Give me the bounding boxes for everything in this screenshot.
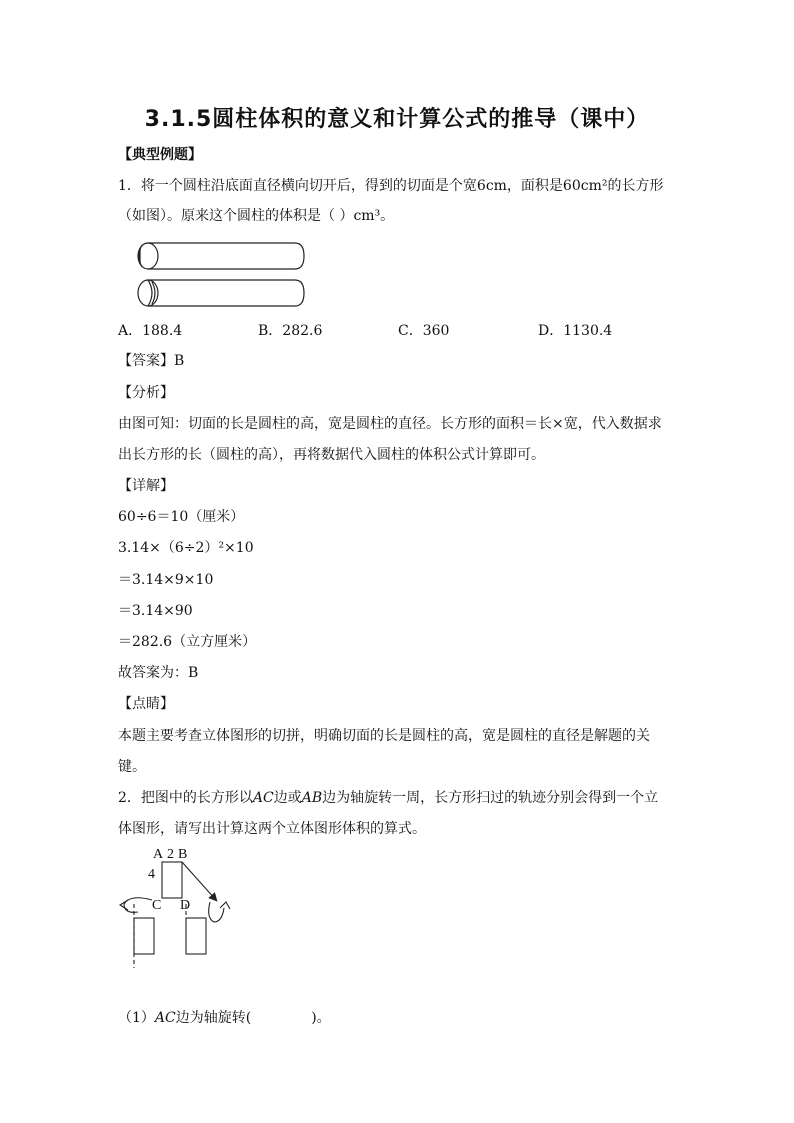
q1-step-5: ＝282.6（立方厘米） [118, 634, 257, 650]
q1-answer: 【答案】B [118, 353, 185, 369]
label-4: 4 [148, 867, 155, 882]
q2-text-line1 [118, 788, 658, 808]
q2-sub1-var-ac: AC [154, 1010, 176, 1026]
q2-text-line2: 体图形，请写出计算这两个立体图形体积的算式。 [118, 821, 426, 837]
q1-analysis-line2: 出长方形的长（圆柱的高），再将数据代入圆柱的体积公式计算即可。 [118, 447, 545, 463]
q1-text-line1: 1．将一个圆柱沿底面直径横向切开后，得到的切面是个宽6cm，面积是60cm²的长方形 [118, 178, 664, 194]
rotation-figure [110, 842, 245, 972]
q2-sub1 [118, 1008, 331, 1028]
q2-text-part: 边或 [273, 790, 302, 806]
q1-step-1: 60÷6＝10（厘米） [118, 509, 245, 525]
section-label: 【典型例题】 [118, 147, 202, 163]
page-title: 3.1.5圆柱体积的意义和计算公式的推导（课中） [144, 107, 650, 132]
label-d: D [180, 898, 191, 913]
q1-step-2: 3.14×（6÷2）²×10 [118, 540, 254, 556]
q1-tips-label: 【点睛】 [118, 696, 174, 712]
q1-option-a: A．188.4 [118, 323, 183, 339]
q1-option-d: D．1130.4 [538, 323, 613, 339]
q1-step-4: ＝3.14×90 [118, 603, 193, 619]
q2-sub1-number: （1） [118, 1010, 155, 1026]
q1-step-3: ＝3.14×9×10 [118, 572, 214, 588]
q1-detail-label: 【详解】 [118, 478, 174, 494]
label-2: 2 [167, 847, 174, 862]
q1-tips-line2: 键。 [118, 759, 146, 775]
q1-tips-line1: 本题主要考查立体图形的切拼，明确切面的长是圆柱的高，宽是圆柱的直径是解题的关 [118, 728, 650, 744]
label-c: C [152, 898, 162, 913]
q1-text-line2: （如图）。原来这个圆柱的体积是（ ）cm³。 [118, 208, 395, 224]
q2-sub1-close: )。 [311, 1010, 331, 1026]
q2-text-part: 边为轴旋转一周，长方形扫过的轨迹分别会得到一个立 [322, 790, 659, 806]
q2-var-ab: AB [301, 790, 323, 806]
q1-conclusion: 故答案为：B [118, 665, 199, 681]
q2-sub1-text: 边为轴旋转( [175, 1010, 252, 1026]
q1-analysis-label: 【分析】 [118, 385, 174, 401]
q2-text-part: 2．把图中的长方形以 [118, 790, 253, 806]
q1-option-b: B．282.6 [258, 323, 323, 339]
q2-var-ac: AC [252, 790, 274, 806]
half-cylinders-figure [130, 238, 310, 312]
label-a: A [153, 847, 164, 862]
q1-analysis-line1: 由图可知：切面的长是圆柱的高，宽是圆柱的直径。长方形的面积＝长×宽，代入数据求 [118, 416, 662, 432]
q1-option-c: C．360 [398, 323, 450, 339]
label-b: B [178, 847, 188, 862]
